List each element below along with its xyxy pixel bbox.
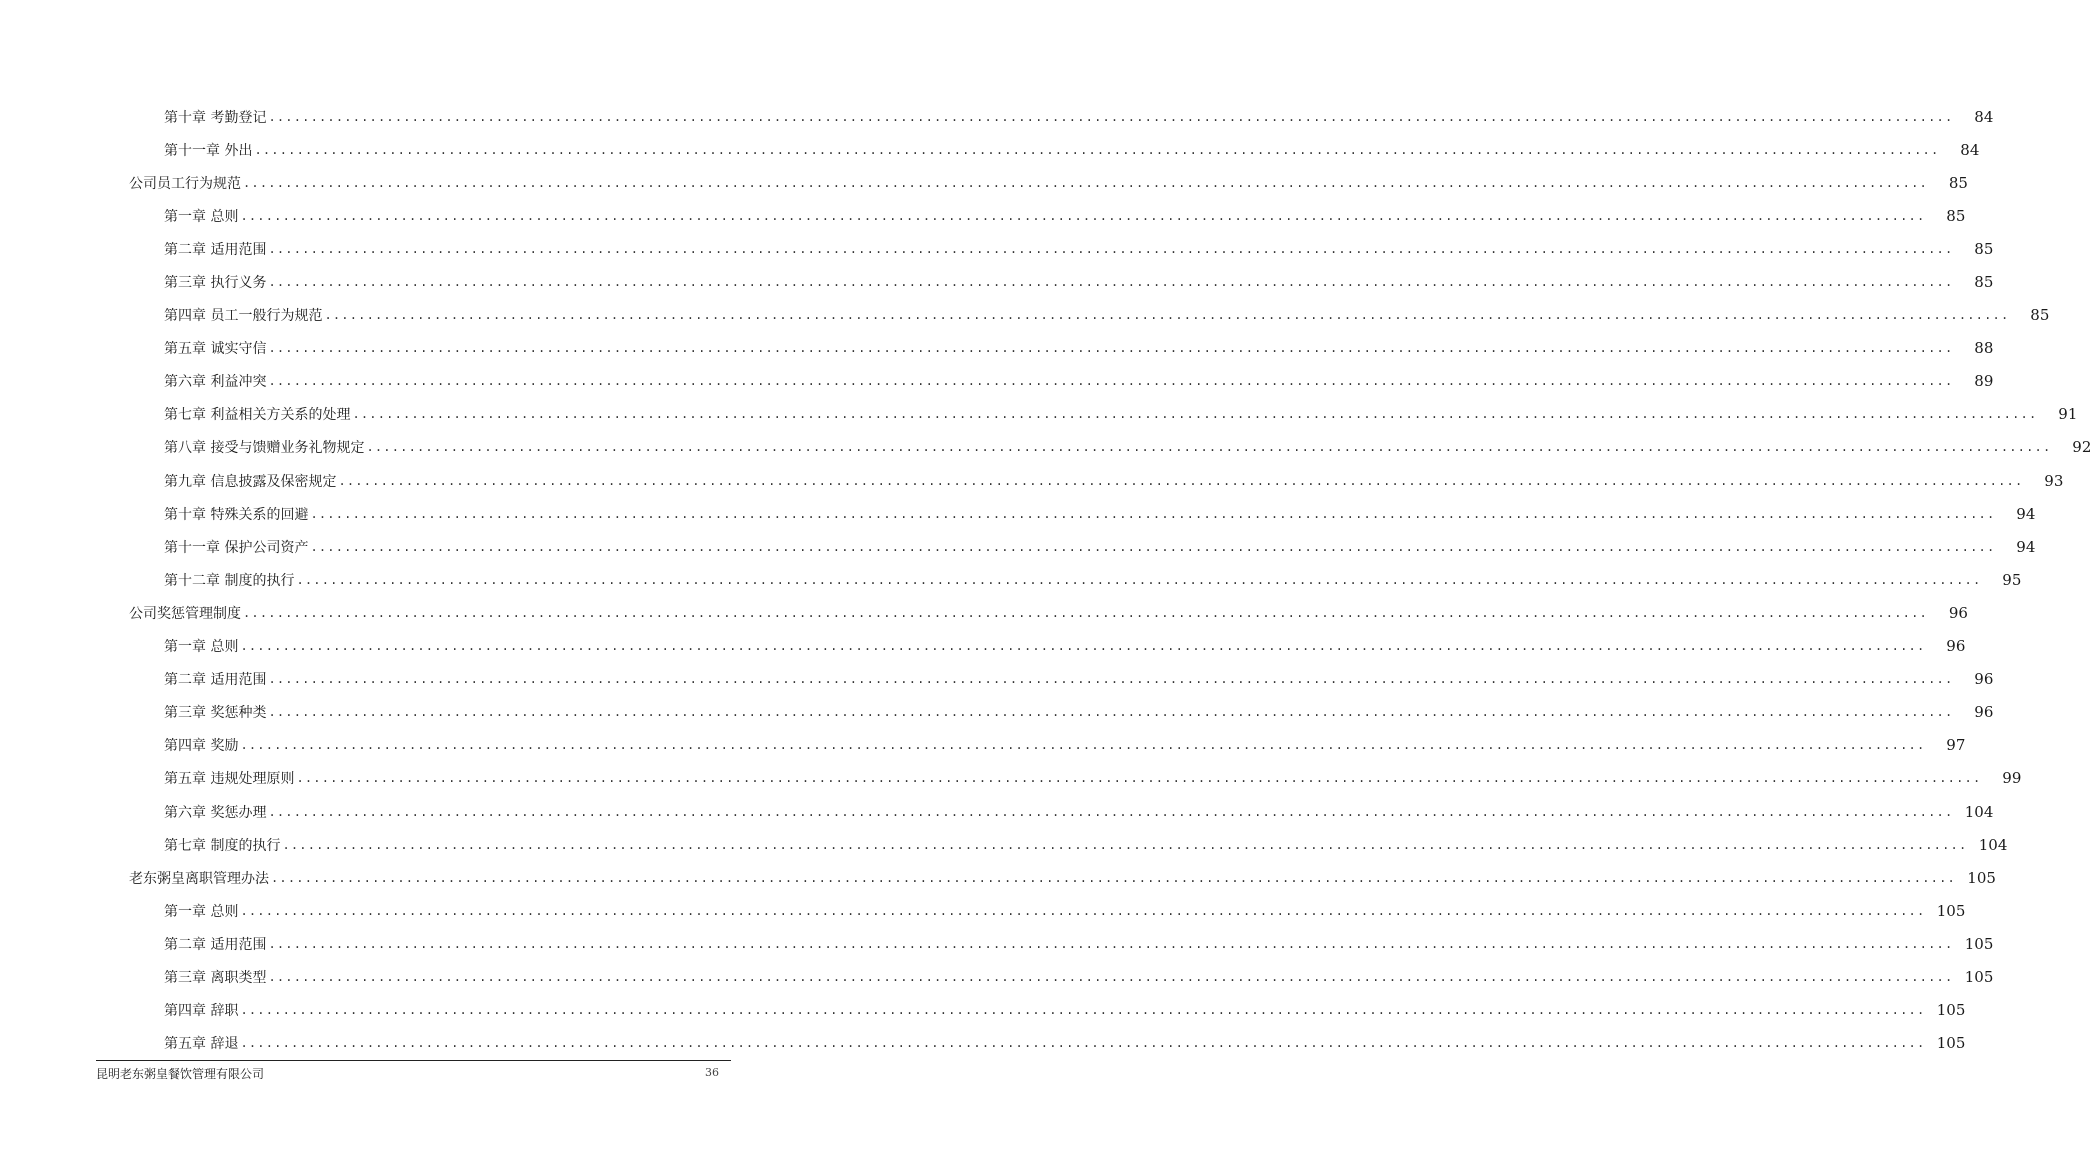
toc-entry-page-number: 105 [1964,934,1994,953]
toc-chapter-entry[interactable] [0,530,2036,563]
toc-chapter-entry[interactable] [0,927,1994,960]
toc-chapter-entry[interactable] [0,696,1994,729]
toc-chapter-entry[interactable] [0,1027,1966,1060]
toc-entry-page-number: 105 [1936,1034,1966,1053]
toc-chapter-entry[interactable] [0,630,1966,663]
toc-entry-page-number: 105 [1936,1001,1966,1020]
dot-leader: ........................................................................................................................................................................................................ [240,903,1926,918]
toc-entry-title: 第十一章 保护公司资产 [164,539,309,556]
toc-entry-page-number: 84 [1974,107,1994,126]
toc-chapter-entry[interactable] [0,994,1966,1027]
toc-chapter-entry[interactable] [0,265,1994,298]
toc-entry-title: 第四章 辞职 [164,1003,239,1020]
toc-section-entry[interactable] [0,596,1968,629]
toc-entry-title: 第十章 特殊关系的回避 [164,506,309,523]
toc-entry-page-number: 95 [2002,570,2022,589]
toc-chapter-entry[interactable] [0,894,1966,927]
toc-section-entry[interactable] [0,861,1996,894]
toc-entry-page-number: 97 [1946,736,1966,755]
toc-chapter-entry[interactable] [0,795,1994,828]
toc-entry-page-number: 96 [1974,670,1994,689]
toc-entry-page-number: 94 [2016,504,2036,523]
toc-entry-title: 第五章 诚实守信 [164,341,267,358]
toc-entry-title: 第十章 考勤登记 [164,109,267,126]
footer-rule [96,1060,731,1061]
toc-entry-title: 第一章 总则 [164,208,239,225]
toc-entry-title: 第三章 执行义务 [164,275,267,292]
toc-entry-page-number: 99 [2002,769,2022,788]
toc-chapter-entry[interactable] [0,299,2050,332]
toc-entry-title: 第二章 适用范围 [164,672,267,689]
toc-chapter-entry[interactable] [0,332,1994,365]
toc-section-entry[interactable] [0,166,1968,199]
toc-entry-page-number: 91 [2058,405,2078,424]
footer-company-name: 昆明老东粥皇餐饮管理有限公司 [96,1067,265,1081]
toc-entry-page-number: 96 [1948,603,1968,622]
toc-entry-title: 第六章 利益冲突 [164,374,267,391]
footer-page-number: 36 [705,1066,719,1079]
toc-chapter-entry[interactable] [0,100,1994,133]
toc-chapter-entry[interactable] [0,199,1966,232]
toc-entry-page-number: 88 [1974,339,1994,358]
toc-entry-page-number: 105 [1936,901,1966,920]
toc-entry-page-number: 84 [1960,140,1980,159]
dot-leader: ........................................................................................................................................................................................................ [282,837,1968,852]
dot-leader: ........................................................................................................................................................................................................ [268,804,1954,819]
toc-entry-title: 第八章 接受与馈赠业务礼物规定 [164,440,365,457]
dot-leader: ........................................................................................................................................................................................................ [268,241,1954,256]
toc-entry-page-number: 85 [1946,206,1966,225]
toc-entry-page-number: 96 [1946,637,1966,656]
toc-entry-page-number: 85 [2030,306,2050,325]
toc-entry-title: 第二章 适用范围 [164,936,267,953]
toc-chapter-entry[interactable] [0,431,2091,464]
toc-entry-title: 第一章 总则 [164,903,239,920]
toc-entry-title: 第六章 奖惩办理 [164,804,267,821]
toc-entry-page-number: 85 [1948,173,1968,192]
toc-entry-page-number: 94 [2016,537,2036,556]
toc-entry-page-number: 92 [2072,438,2091,457]
toc-entry-title: 老东粥皇离职管理办法 [129,870,269,887]
toc-entry-title: 第三章 离职类型 [164,969,267,986]
table-of-contents [0,100,2091,1060]
toc-entry-page-number: 105 [1967,868,1996,887]
toc-entry-title: 公司奖惩管理制度 [129,605,241,622]
toc-entry-page-number: 104 [1978,835,2008,854]
dot-leader: ........................................................................................................................................................................................................ [338,473,2024,488]
dot-leader: ........................................................................................................................................................................................................ [271,870,1956,885]
dot-leader: ........................................................................................................................................................................................................ [310,539,1996,554]
dot-leader: ........................................................................................................................................................................................................ [240,1036,1926,1051]
dot-leader: ........................................................................................................................................................................................................ [352,407,2038,422]
toc-chapter-entry[interactable] [0,563,2022,596]
dot-leader: ........................................................................................................................................................................................................ [324,308,2010,323]
toc-entry-title: 第四章 员工一般行为规范 [164,308,323,325]
toc-entry-title: 第三章 奖惩种类 [164,705,267,722]
toc-entry-page-number: 85 [1974,239,1994,258]
toc-chapter-entry[interactable] [0,398,2078,431]
toc-chapter-entry[interactable] [0,497,2036,530]
toc-chapter-entry[interactable] [0,762,2022,795]
toc-chapter-entry[interactable] [0,960,1994,993]
dot-leader: ........................................................................................................................................................................................................ [268,109,1954,124]
toc-chapter-entry[interactable] [0,133,1980,166]
toc-chapter-entry[interactable] [0,365,1994,398]
dot-leader: ........................................................................................................................................................................................................ [268,374,1954,389]
toc-entry-title: 第二章 适用范围 [164,241,267,258]
toc-entry-page-number: 104 [1964,802,1994,821]
toc-entry-title: 第五章 违规处理原则 [164,771,295,788]
toc-entry-title: 第一章 总则 [164,639,239,656]
dot-leader: ........................................................................................................................................................................................................ [243,605,1928,620]
dot-leader: ........................................................................................................................................................................................................ [296,572,1982,587]
dot-leader: ........................................................................................................................................................................................................ [268,705,1954,720]
toc-entry-title: 第十二章 制度的执行 [164,572,295,589]
toc-chapter-entry[interactable] [0,828,2008,861]
dot-leader: ........................................................................................................................................................................................................ [240,208,1926,223]
dot-leader: ........................................................................................................................................................................................................ [240,1003,1926,1018]
toc-entry-title: 第九章 信息披露及保密规定 [164,473,337,490]
dot-leader: ........................................................................................................................................................................................................ [243,175,1928,190]
toc-entry-title: 第十一章 外出 [164,142,253,159]
toc-chapter-entry[interactable] [0,232,1994,265]
dot-leader: ........................................................................................................................................................................................................ [310,506,1996,521]
toc-entry-title: 第七章 利益相关方关系的处理 [164,407,351,424]
toc-entry-title: 公司员工行为规范 [129,175,241,192]
toc-entry-page-number: 93 [2044,471,2064,490]
dot-leader: ........................................................................................................................................................................................................ [268,969,1954,984]
toc-entry-page-number: 89 [1974,372,1994,391]
toc-entry-title: 第五章 辞退 [164,1036,239,1053]
dot-leader: ........................................................................................................................................................................................................ [254,142,1940,157]
toc-entry-page-number: 85 [1974,273,1994,292]
toc-entry-title: 第四章 奖励 [164,738,239,755]
dot-leader: ........................................................................................................................................................................................................ [268,672,1954,687]
toc-entry-page-number: 105 [1964,967,1994,986]
dot-leader: ........................................................................................................................................................................................................ [240,639,1926,654]
dot-leader: ........................................................................................................................................................................................................ [268,275,1954,290]
dot-leader: ........................................................................................................................................................................................................ [268,341,1954,356]
dot-leader: ........................................................................................................................................................................................................ [240,738,1926,753]
dot-leader: ........................................................................................................................................................................................................ [268,936,1954,951]
toc-entry-page-number: 96 [1974,703,1994,722]
toc-entry-title: 第七章 制度的执行 [164,837,281,854]
dot-leader: ........................................................................................................................................................................................................ [296,771,1982,786]
toc-chapter-entry[interactable] [0,464,2064,497]
toc-chapter-entry[interactable] [0,729,1966,762]
toc-chapter-entry[interactable] [0,663,1994,696]
dot-leader: ........................................................................................................................................................................................................ [366,440,2052,455]
